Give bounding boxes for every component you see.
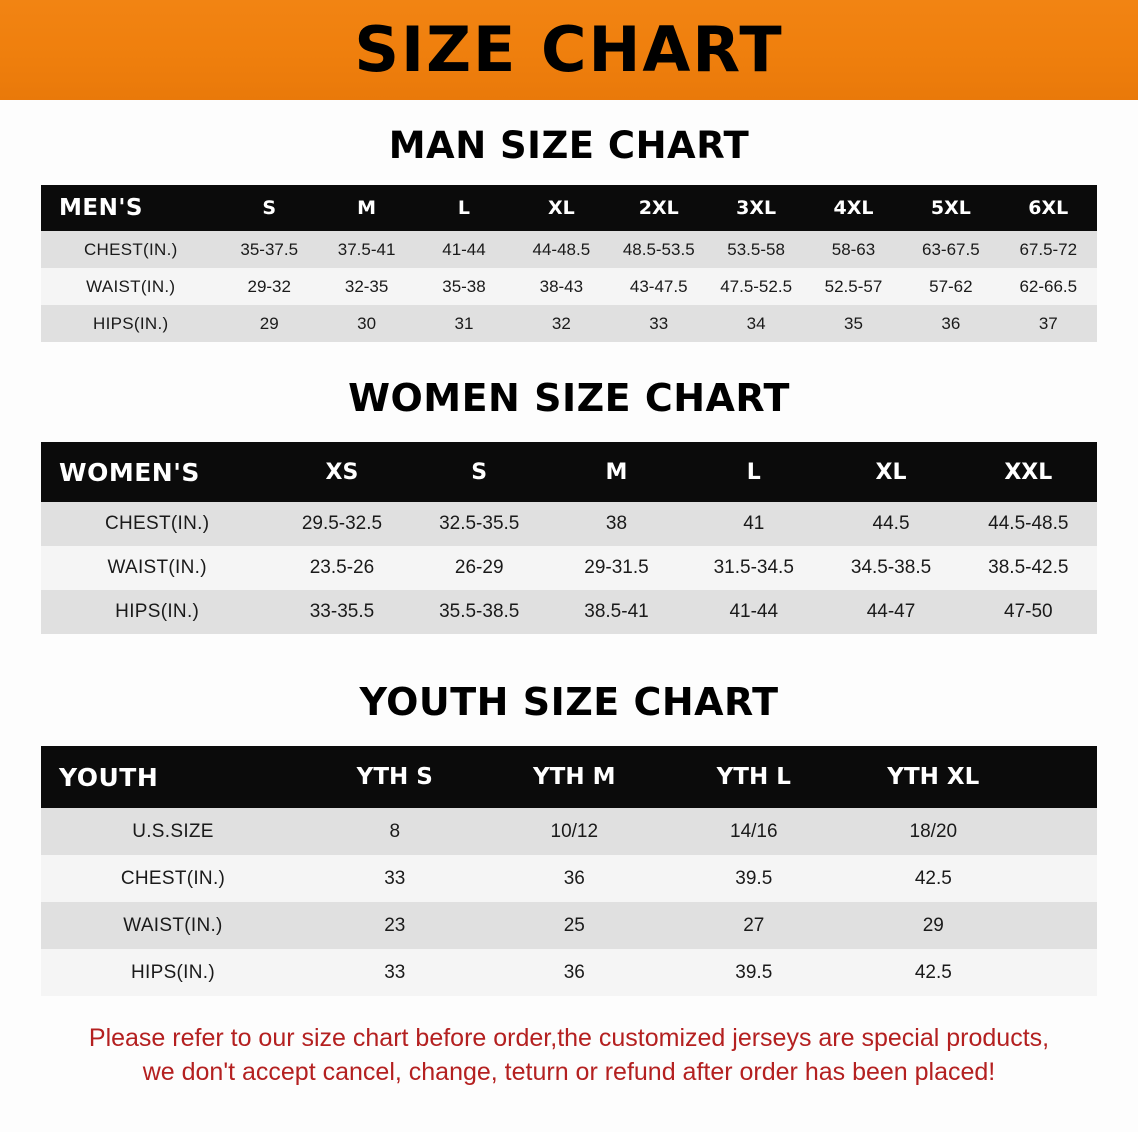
youth-header-label: YOUTH	[41, 746, 305, 808]
table-row	[41, 231, 1097, 268]
youth-row-label-2: WAIST(IN.)	[41, 902, 305, 949]
man-cell-0-0: 35-37.5	[221, 231, 318, 268]
table-row	[41, 305, 1097, 342]
man-size-table	[41, 185, 1097, 342]
disclaimer-note	[39, 1022, 1099, 1090]
man-cell-2-4: 33	[610, 305, 707, 342]
man-size-col-6: 4XL	[805, 185, 902, 231]
man-cell-1-4: 43-47.5	[610, 268, 707, 305]
women-cell-0-3: 41	[685, 502, 822, 546]
youth-cell-0-1: 10/12	[485, 808, 665, 855]
women-header-label: WOMEN'S	[41, 442, 273, 502]
man-cell-0-7: 63-67.5	[902, 231, 999, 268]
women-cell-2-1: 35.5-38.5	[411, 590, 548, 634]
women-size-col-3: L	[685, 442, 822, 502]
women-cell-2-0: 33-35.5	[273, 590, 410, 634]
man-cell-1-8: 62-66.5	[1000, 268, 1097, 305]
man-cell-2-6: 35	[805, 305, 902, 342]
youth-size-col-0: YTH S	[305, 746, 485, 808]
man-cell-1-3: 38-43	[513, 268, 610, 305]
women-cell-1-2: 29-31.5	[548, 546, 685, 590]
man-cell-2-1: 30	[318, 305, 415, 342]
youth-row-label-1: CHEST(IN.)	[41, 855, 305, 902]
women-cell-2-3: 41-44	[685, 590, 822, 634]
youth-table-header	[41, 746, 1097, 808]
youth-table-wrap	[41, 746, 1097, 996]
banner	[0, 0, 1138, 100]
youth-row-label-0: U.S.SIZE	[41, 808, 305, 855]
man-cell-1-6: 52.5-57	[805, 268, 902, 305]
man-row-label-2: HIPS(IN.)	[41, 305, 221, 342]
man-size-col-1: M	[318, 185, 415, 231]
youth-cell-2-spacer	[1023, 902, 1097, 949]
youth-cell-0-2: 14/16	[664, 808, 844, 855]
youth-cell-1-0: 33	[305, 855, 485, 902]
table-row	[41, 902, 1097, 949]
man-row-label-1: WAIST(IN.)	[41, 268, 221, 305]
women-cell-0-0: 29.5-32.5	[273, 502, 410, 546]
women-size-col-2: M	[548, 442, 685, 502]
man-cell-1-7: 57-62	[902, 268, 999, 305]
youth-cell-3-2: 39.5	[664, 949, 844, 996]
man-header-label: MEN'S	[41, 185, 221, 231]
youth-row-label-3: HIPS(IN.)	[41, 949, 305, 996]
table-row	[41, 949, 1097, 996]
table-header-row	[41, 746, 1097, 808]
women-cell-1-4: 34.5-38.5	[822, 546, 959, 590]
youth-table-body	[41, 808, 1097, 996]
man-cell-0-4: 48.5-53.5	[610, 231, 707, 268]
youth-cell-2-2: 27	[664, 902, 844, 949]
man-row-label-0: CHEST(IN.)	[41, 231, 221, 268]
youth-size-table	[41, 746, 1097, 996]
women-cell-0-5: 44.5-48.5	[960, 502, 1097, 546]
man-size-col-2: L	[415, 185, 512, 231]
women-table-header	[41, 442, 1097, 502]
man-cell-0-2: 41-44	[415, 231, 512, 268]
disclaimer-line-1: Please refer to our size chart before order,the customized jerseys are special products,	[88, 1024, 1050, 1052]
youth-size-col-2: YTH L	[664, 746, 844, 808]
man-size-col-7: 5XL	[902, 185, 999, 231]
youth-cell-2-3: 29	[844, 902, 1024, 949]
table-row	[41, 502, 1097, 546]
women-cell-2-4: 44-47	[822, 590, 959, 634]
youth-cell-0-spacer	[1023, 808, 1097, 855]
man-cell-2-7: 36	[902, 305, 999, 342]
man-cell-0-1: 37.5-41	[318, 231, 415, 268]
women-cell-1-5: 38.5-42.5	[960, 546, 1097, 590]
youth-cell-1-2: 39.5	[664, 855, 844, 902]
man-cell-0-8: 67.5-72	[1000, 231, 1097, 268]
youth-cell-3-1: 36	[485, 949, 665, 996]
man-cell-1-2: 35-38	[415, 268, 512, 305]
man-cell-2-5: 34	[707, 305, 804, 342]
women-size-col-1: S	[411, 442, 548, 502]
man-table-wrap	[41, 185, 1097, 342]
man-size-col-3: XL	[513, 185, 610, 231]
women-row-label-1: WAIST(IN.)	[41, 546, 273, 590]
man-size-col-8: 6XL	[1000, 185, 1097, 231]
youth-cell-3-0: 33	[305, 949, 485, 996]
table-header-row	[41, 185, 1097, 231]
man-cell-2-8: 37	[1000, 305, 1097, 342]
youth-size-col-3: YTH XL	[844, 746, 1024, 808]
man-cell-1-5: 47.5-52.5	[707, 268, 804, 305]
youth-cell-1-1: 36	[485, 855, 665, 902]
man-table-header	[41, 185, 1097, 231]
man-cell-1-1: 32-35	[318, 268, 415, 305]
man-table-body	[41, 231, 1097, 342]
women-section-title: WOMEN SIZE CHART	[348, 376, 790, 420]
youth-cell-0-3: 18/20	[844, 808, 1024, 855]
youth-cell-3-spacer	[1023, 949, 1097, 996]
women-cell-2-2: 38.5-41	[548, 590, 685, 634]
youth-size-col-spacer	[1023, 746, 1097, 808]
women-cell-0-2: 38	[548, 502, 685, 546]
women-cell-1-1: 26-29	[411, 546, 548, 590]
man-cell-1-0: 29-32	[221, 268, 318, 305]
man-cell-2-3: 32	[513, 305, 610, 342]
man-cell-2-2: 31	[415, 305, 512, 342]
women-table-wrap	[41, 442, 1097, 634]
table-row	[41, 268, 1097, 305]
women-size-col-4: XL	[822, 442, 959, 502]
man-cell-0-6: 58-63	[805, 231, 902, 268]
table-row	[41, 590, 1097, 634]
man-section-title: MAN SIZE CHART	[388, 124, 750, 167]
disclaimer-line-2: we don't accept cancel, change, teturn or refund after order has been placed!	[142, 1057, 996, 1086]
youth-cell-1-spacer	[1023, 855, 1097, 902]
youth-cell-2-1: 25	[485, 902, 665, 949]
table-row	[41, 546, 1097, 590]
man-cell-0-3: 44-48.5	[513, 231, 610, 268]
man-size-col-5: 3XL	[707, 185, 804, 231]
table-row	[41, 855, 1097, 902]
women-table-body	[41, 502, 1097, 634]
man-cell-0-5: 53.5-58	[707, 231, 804, 268]
page-title: SIZE CHART	[354, 13, 784, 86]
youth-size-col-1: YTH M	[485, 746, 665, 808]
women-cell-1-0: 23.5-26	[273, 546, 410, 590]
table-row	[41, 808, 1097, 855]
youth-cell-0-0: 8	[305, 808, 485, 855]
man-cell-2-0: 29	[221, 305, 318, 342]
women-row-label-0: CHEST(IN.)	[41, 502, 273, 546]
women-row-label-2: HIPS(IN.)	[41, 590, 273, 634]
man-size-col-4: 2XL	[610, 185, 707, 231]
youth-cell-3-3: 42.5	[844, 949, 1024, 996]
table-header-row	[41, 442, 1097, 502]
women-size-col-5: XXL	[960, 442, 1097, 502]
women-size-table	[41, 442, 1097, 634]
women-cell-0-1: 32.5-35.5	[411, 502, 548, 546]
women-cell-0-4: 44.5	[822, 502, 959, 546]
women-cell-1-3: 31.5-34.5	[685, 546, 822, 590]
youth-cell-1-3: 42.5	[844, 855, 1024, 902]
women-cell-2-5: 47-50	[960, 590, 1097, 634]
women-size-col-0: XS	[273, 442, 410, 502]
man-size-col-0: S	[221, 185, 318, 231]
youth-section-title: YOUTH SIZE CHART	[359, 680, 779, 724]
youth-cell-2-0: 23	[305, 902, 485, 949]
